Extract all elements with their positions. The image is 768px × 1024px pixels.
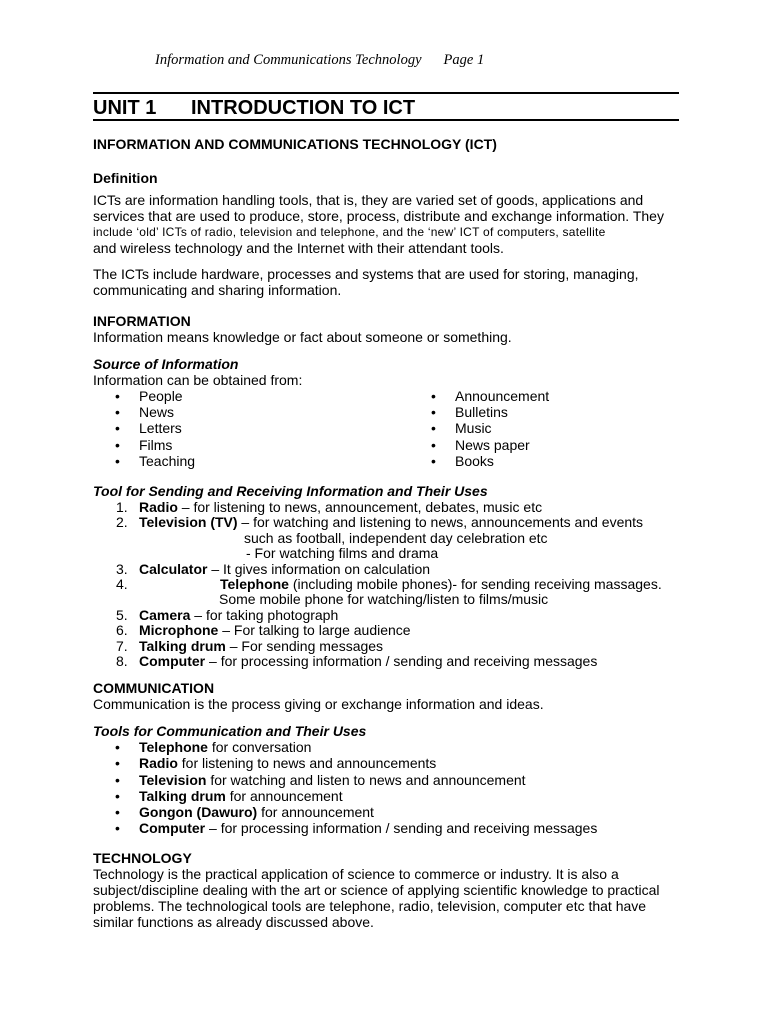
information-heading: INFORMATION xyxy=(93,313,191,329)
list-item: • Bulletins xyxy=(431,404,549,420)
numbered-item xyxy=(93,561,683,576)
item-desc: for announcement xyxy=(225,787,343,804)
item-term: Telephone xyxy=(139,739,208,756)
unit-title xyxy=(93,92,679,121)
item-term: Radio xyxy=(139,755,178,772)
item-number: 4. xyxy=(116,575,128,592)
item-desc: for announcement xyxy=(257,804,374,821)
item-number: 1. xyxy=(116,499,128,515)
item-number: 5. xyxy=(116,606,128,623)
numbered-item xyxy=(93,514,683,529)
information-text: Information means knowledge or fact about someone or something. xyxy=(93,329,512,345)
list-item: • People xyxy=(115,388,195,404)
definition-line: ICTs are information handling tools, that is, they are varied set of goods, applications and xyxy=(93,192,644,208)
numbered-item xyxy=(93,653,683,668)
item-number: 7. xyxy=(116,637,128,654)
item-continuation: such as football, independent day celebration etc xyxy=(244,529,548,546)
list-item xyxy=(93,804,683,820)
numbered-item xyxy=(93,638,683,653)
definition-line: and wireless technology and the Internet with their attendant tools. xyxy=(93,240,504,256)
item-desc: (including mobile phones)- for sending receiving massages. xyxy=(288,575,662,592)
section-title: INFORMATION AND COMMUNICATIONS TECHNOLOGY (ICT) xyxy=(93,136,497,152)
item-term: Talking drum xyxy=(139,637,226,654)
source-list-left xyxy=(115,388,195,469)
item-desc: – for listening to news, announcement, debates, music etc xyxy=(177,499,543,515)
source-list-right xyxy=(431,388,549,469)
item-term: Calculator xyxy=(139,560,208,577)
item-term: Telephone xyxy=(220,575,289,592)
unit-heading: INTRODUCTION TO ICT xyxy=(191,97,416,119)
item-term: Talking drum xyxy=(139,787,226,804)
item-desc: – For talking to large audience xyxy=(218,622,411,639)
item-desc: – for processing information / sending and receiving messages xyxy=(205,652,598,669)
list-item: • Announcement xyxy=(431,388,549,404)
definition-line: services that are used to produce, store, process, distribute and exchange information. They xyxy=(93,208,664,224)
unit-number: UNIT 1 xyxy=(93,97,157,119)
technology-heading: TECHNOLOGY xyxy=(93,850,192,867)
source-intro: Information can be obtained from: xyxy=(93,372,303,388)
item-desc: – For sending messages xyxy=(225,637,384,654)
item-desc: – for watching and listening to news, announcements and events xyxy=(237,514,644,531)
item-term: Microphone xyxy=(139,622,219,639)
list-item: • News xyxy=(115,404,195,420)
item-term: Camera xyxy=(139,606,191,623)
list-item: • Books xyxy=(431,453,549,469)
technology-line: Technology is the practical application of science to commerce or industry. It is also a xyxy=(93,866,619,883)
item-number: 2. xyxy=(116,514,128,531)
item-continuation: Some mobile phone for watching/listen to films/music xyxy=(219,591,549,608)
list-item xyxy=(93,772,683,788)
list-item: • News paper xyxy=(431,437,549,453)
tools-communication-heading: Tools for Communication and Their Uses xyxy=(93,723,367,740)
ict-paragraph-line: communicating and sharing information. xyxy=(93,282,342,298)
item-term: Television xyxy=(139,771,207,788)
technology-line: similar functions as already discussed above. xyxy=(93,914,374,931)
list-item xyxy=(93,755,683,771)
list-item: • Films xyxy=(115,437,195,453)
communication-tools-list xyxy=(93,739,683,836)
item-desc: for listening to news and announcements xyxy=(177,755,437,772)
header-page-number: 1 xyxy=(476,52,485,68)
item-desc: for watching and listen to news and announcement xyxy=(206,771,526,788)
item-desc: – for processing information / sending and receiving messages xyxy=(205,820,598,837)
numbered-item xyxy=(93,576,683,591)
numbered-item xyxy=(93,499,683,514)
source-list xyxy=(93,388,683,468)
item-term: Computer xyxy=(139,820,206,837)
item-desc: – It gives information on calculation xyxy=(207,560,431,577)
item-number: 6. xyxy=(116,622,128,639)
source-heading: Source of Information xyxy=(93,356,239,372)
item-desc: – for taking photograph xyxy=(190,606,339,623)
definition-line: include ‘old’ ICTs of radio, television and telephone, and the ‘new’ ICT of computers, satellite xyxy=(93,225,606,239)
list-item: • Letters xyxy=(115,420,195,436)
numbered-item xyxy=(93,622,683,637)
item-continuation: - For watching films and drama xyxy=(246,545,439,562)
technology-line: subject/discipline dealing with the art or science of applying scientific knowledge to practical xyxy=(93,882,660,899)
technology-line: problems. The technological tools are telephone, radio, television, computer etc that have xyxy=(93,898,647,915)
header-title: Information and Communications Technology xyxy=(155,52,422,68)
communication-text: Communication is the process giving or exchange information and ideas. xyxy=(93,696,544,713)
item-term: Computer xyxy=(139,652,206,669)
item-number: 8. xyxy=(116,652,128,669)
item-term: Gongon (Dawuro) xyxy=(139,804,258,821)
ict-paragraph-line: The ICTs include hardware, processes and systems that are used for storing, managing, xyxy=(93,266,639,282)
item-term: Radio xyxy=(139,499,178,515)
list-item: • Teaching xyxy=(115,453,195,469)
header-page-label: Page xyxy=(443,52,474,68)
communication-heading: COMMUNICATION xyxy=(93,680,215,697)
list-item: • Music xyxy=(431,420,549,436)
running-header xyxy=(155,52,484,69)
item-number: 3. xyxy=(116,560,128,577)
tools-sending-heading: Tool for Sending and Receiving Information and Their Uses xyxy=(93,483,488,499)
document-body xyxy=(93,136,683,930)
item-term: Television (TV) xyxy=(139,514,238,531)
list-item xyxy=(93,820,683,836)
list-item xyxy=(93,739,683,755)
list-item xyxy=(93,788,683,804)
numbered-item xyxy=(93,607,683,622)
definition-heading: Definition xyxy=(93,170,158,186)
item-desc: for conversation xyxy=(207,739,312,756)
